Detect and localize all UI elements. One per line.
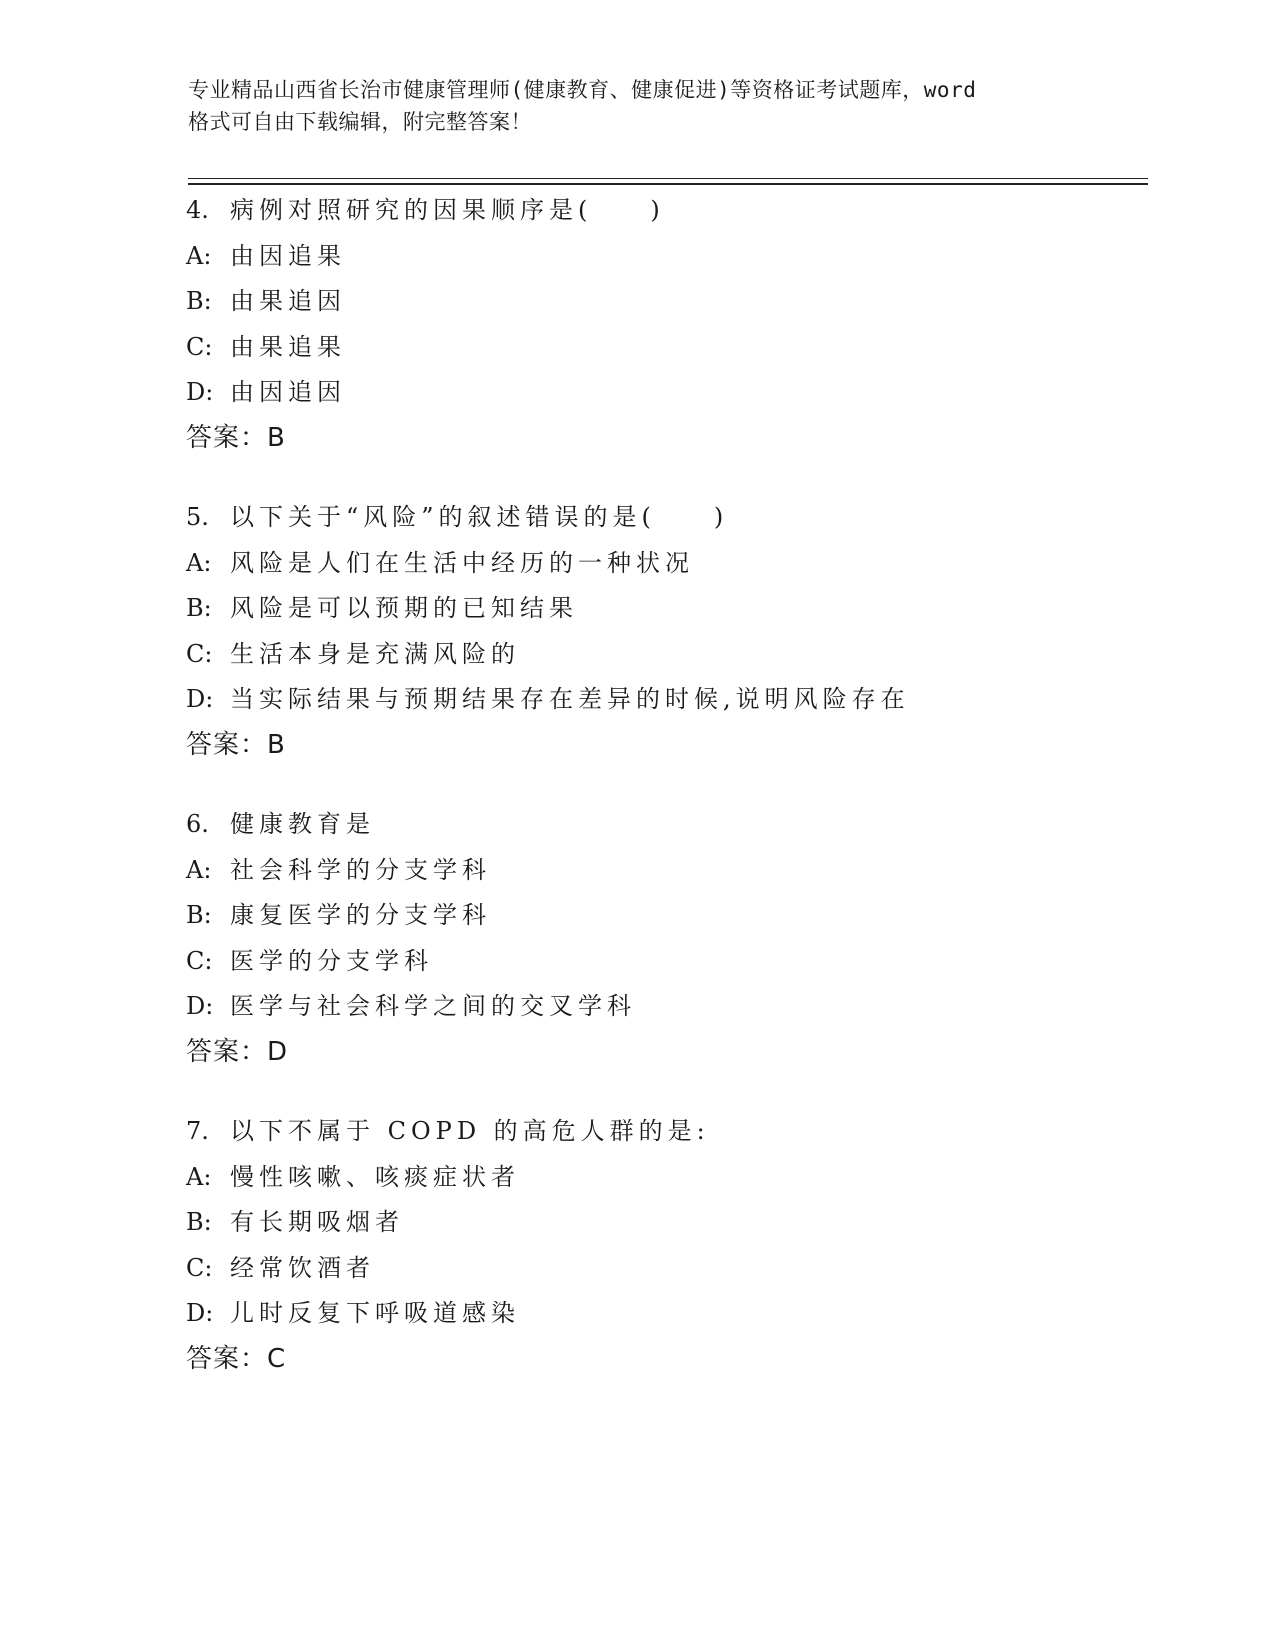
option-a [186, 1155, 1146, 1201]
option-label: A: [186, 548, 212, 577]
option-text: 儿时反复下呼吸道感染 [230, 1299, 520, 1327]
question-stem [186, 802, 1146, 848]
answer-line: 答案：C [186, 1343, 287, 1374]
option-label: C: [186, 1253, 213, 1282]
option-label: A: [186, 241, 212, 270]
option-text: 医学的分支学科 [230, 946, 433, 975]
question-6 [186, 802, 1146, 1075]
option-d [186, 677, 1146, 723]
option-label: D: [186, 1299, 214, 1327]
question-stem [186, 495, 1146, 541]
option-d [186, 370, 1146, 416]
document-header [188, 74, 1088, 138]
option-b [186, 893, 1146, 939]
option-label: A: [186, 1162, 212, 1191]
option-a [186, 848, 1146, 894]
question-text: 以下关于“风险”的叙述错误的是( ) [230, 503, 729, 531]
option-c [186, 325, 1146, 371]
question-number: 6. [186, 810, 209, 838]
question-5 [186, 495, 1146, 768]
option-text: 当实际结果与预期结果存在差异的时候,说明风险存在 [230, 685, 910, 713]
answer-line: 答案：B [186, 422, 286, 453]
option-label: B: [186, 901, 212, 929]
option-label: D: [186, 378, 214, 406]
question-text: 病例对照研究的因果顺序是( ) [230, 196, 665, 224]
option-label: B: [186, 287, 212, 315]
header-line-1: 专业精品山西省长治市健康管理师(健康教育、健康促进)等资格证考试题库，word [188, 78, 977, 102]
option-text: 医学与社会科学之间的交叉学科 [230, 992, 636, 1020]
question-number: 5. [186, 503, 209, 531]
option-text: 由因追因 [230, 378, 346, 406]
option-b [186, 586, 1146, 632]
option-b [186, 1200, 1146, 1246]
option-a [186, 541, 1146, 587]
option-text: 有长期吸烟者 [230, 1208, 404, 1236]
question-number: 4. [186, 196, 209, 224]
header-divider-thin [188, 178, 1148, 179]
option-text: 康复医学的分支学科 [230, 901, 491, 929]
question-text: 健康教育是 [230, 810, 375, 838]
option-text: 由因追果 [230, 241, 346, 270]
option-label: D: [186, 992, 214, 1020]
header-line-2: 格式可自由下载编辑，附完整答案！ [188, 110, 532, 134]
option-text: 风险是人们在生活中经历的一种状况 [230, 548, 694, 577]
option-a [186, 234, 1146, 280]
option-d [186, 1291, 1146, 1337]
option-text: 由果追因 [230, 287, 346, 315]
option-b [186, 279, 1146, 325]
option-text: 社会科学的分支学科 [230, 855, 491, 884]
option-d [186, 984, 1146, 1030]
answer-line: 答案：B [186, 729, 286, 760]
option-text: 风险是可以预期的已知结果 [230, 594, 578, 622]
question-stem [186, 1109, 1146, 1155]
option-label: D: [186, 685, 214, 713]
option-c [186, 632, 1146, 678]
answer-line: 答案：D [186, 1036, 289, 1067]
option-text: 经常饮酒者 [230, 1253, 375, 1282]
option-label: C: [186, 332, 213, 361]
option-label: B: [186, 594, 212, 622]
option-text: 生活本身是充满风险的 [230, 639, 520, 668]
question-text: 以下不属于 COPD 的高危人群的是: [230, 1117, 710, 1145]
option-c [186, 1246, 1146, 1292]
question-7 [186, 1109, 1146, 1382]
option-label: C: [186, 946, 213, 975]
option-text: 由果追果 [230, 332, 346, 361]
option-label: B: [186, 1208, 212, 1236]
question-stem [186, 188, 1146, 234]
question-number: 7. [186, 1117, 209, 1145]
option-c [186, 939, 1146, 985]
question-list [186, 188, 1146, 1416]
option-label: C: [186, 639, 213, 668]
option-text: 慢性咳嗽、咳痰症状者 [230, 1162, 520, 1191]
header-divider-thick [188, 183, 1148, 185]
question-4 [186, 188, 1146, 461]
option-label: A: [186, 855, 212, 884]
